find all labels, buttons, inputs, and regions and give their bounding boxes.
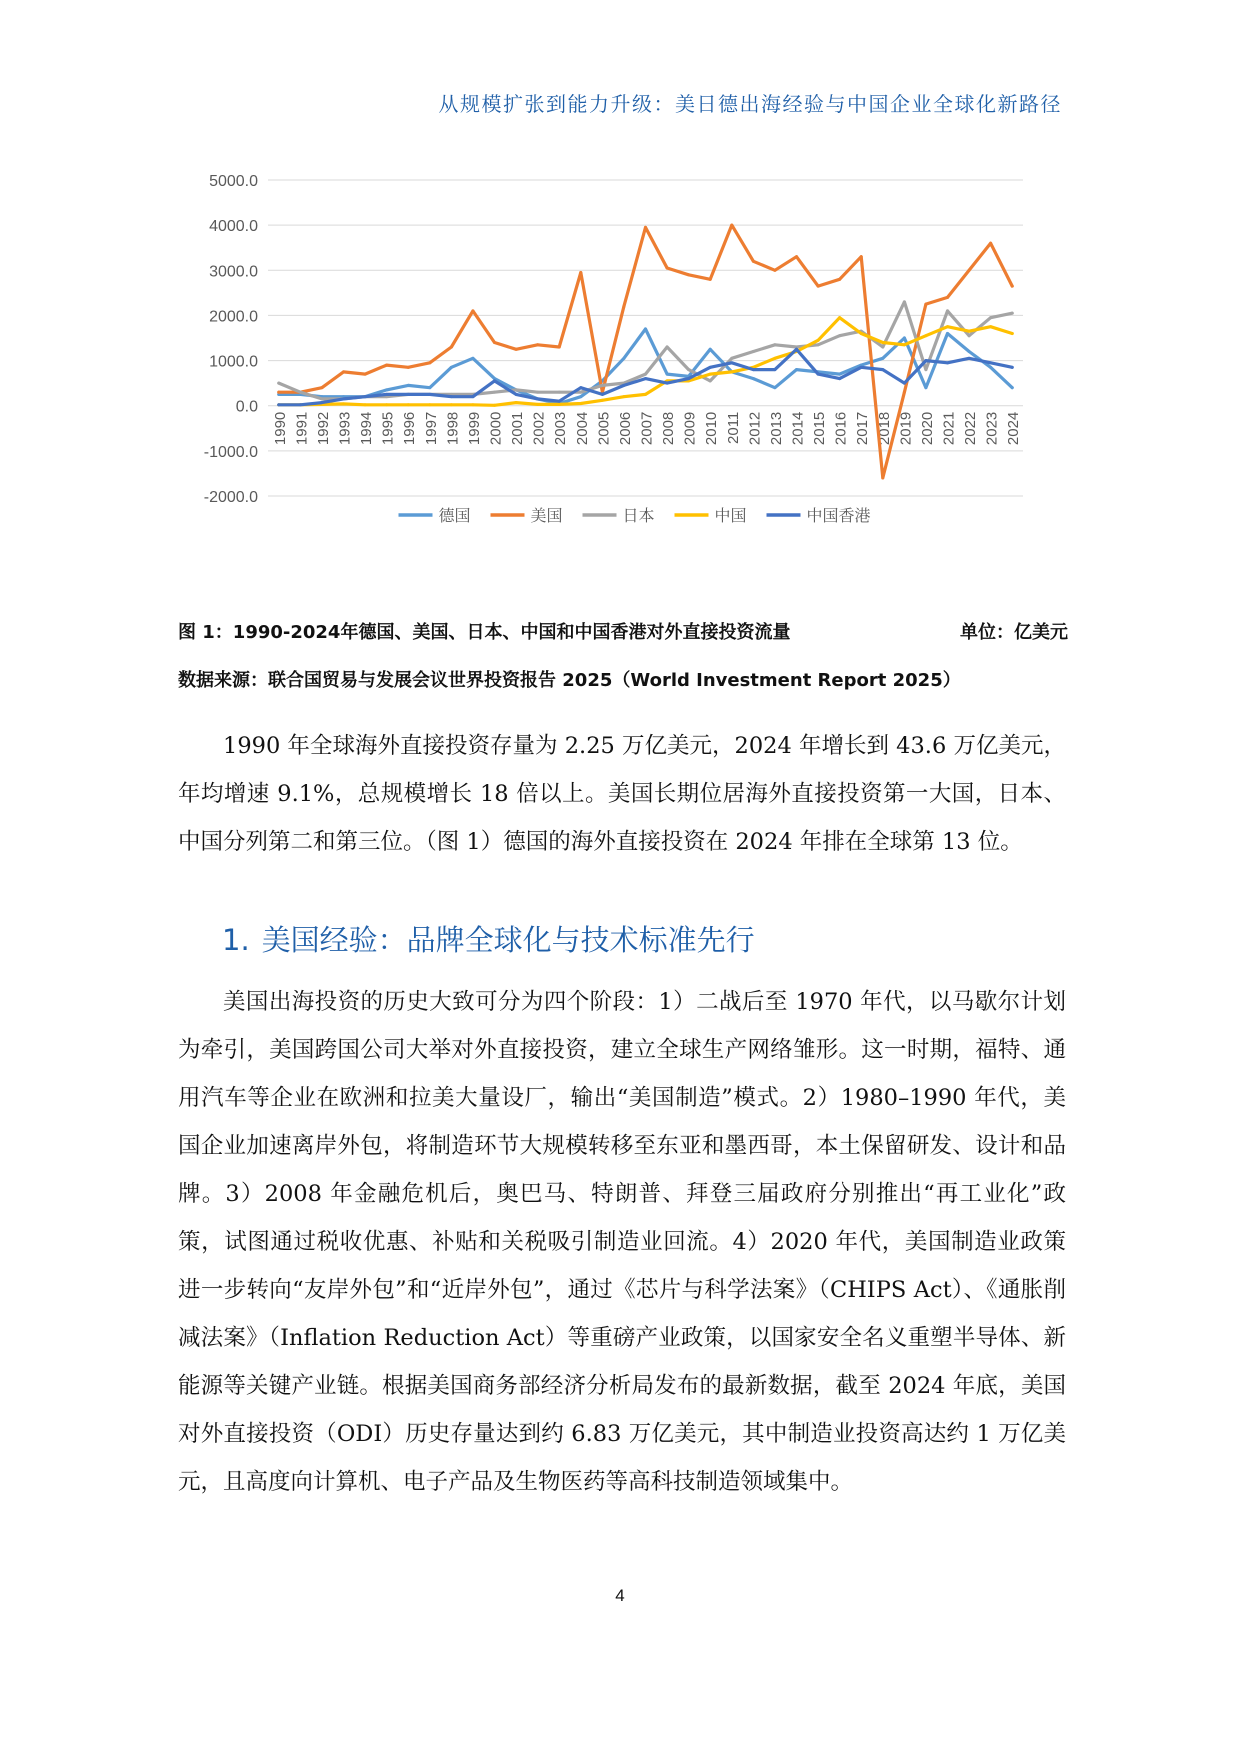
series-point [558, 391, 561, 394]
series-point [299, 403, 302, 406]
series-point [795, 368, 798, 371]
x-tick-label: 2017 [854, 411, 872, 446]
series-point [903, 391, 906, 394]
series-point [622, 357, 625, 360]
section-title-text: 美国经验：品牌全球化与技术标准先行 [261, 923, 755, 957]
series-point [860, 255, 863, 258]
series-point [471, 357, 474, 360]
series-point [773, 357, 776, 360]
series-point [644, 226, 647, 229]
x-tick-label: 2018 [875, 411, 893, 446]
x-tick-label: 1994 [358, 411, 376, 446]
y-tick-label: 1000.0 [209, 353, 258, 371]
series-point [622, 395, 625, 398]
legend-label: 中国香港 [806, 508, 871, 525]
x-tick-label: 2021 [940, 411, 958, 446]
series-point [989, 242, 992, 245]
series-point [838, 316, 841, 319]
series-point [773, 368, 776, 371]
series-point [881, 476, 884, 479]
series-point [709, 373, 712, 376]
x-tick-label: 2002 [530, 411, 548, 446]
series-point [773, 343, 776, 346]
x-tick-label: 2011 [724, 411, 742, 444]
figure-caption-title: 图 1：1990-2024年德国、美国、日本、中国和中国香港对外直接投资流量 [178, 622, 791, 643]
series-point [493, 341, 496, 344]
series-point [687, 368, 690, 371]
series-point [450, 395, 453, 398]
series-point [407, 393, 410, 396]
series-point [364, 373, 367, 376]
series-point [428, 403, 431, 406]
paragraph-overview: 1990 年全球海外直接投资存量为 2.25 万亿美元，2024 年增长到 43.6 万亿美元，年均增速 9.1%，总规模增长 18 倍以上。美国长期位居海外直接投资第一大国，日本、中国分列第二和第三位。（图 1）德国的海外直接投资在 2024 年排在全球第 13 位。 [178, 733, 1066, 855]
x-tick-label: 2006 [616, 411, 634, 446]
series-point [407, 384, 410, 387]
series-point [881, 357, 884, 360]
series-point [428, 393, 431, 396]
series-point [903, 382, 906, 385]
series-point [730, 224, 733, 227]
section-number: 1. [222, 923, 250, 957]
series-point [924, 368, 927, 371]
series-point [968, 330, 971, 333]
section-heading [222, 918, 755, 959]
series-point [515, 388, 518, 391]
series-point [471, 395, 474, 398]
series-point [773, 386, 776, 389]
series-point [924, 359, 927, 362]
series-point [450, 346, 453, 349]
series-point [644, 373, 647, 376]
series-point [601, 399, 604, 402]
series-point [838, 377, 841, 380]
x-tick-label: 1996 [401, 411, 419, 446]
series-point [817, 285, 820, 288]
series-point [320, 386, 323, 389]
series-point [471, 403, 474, 406]
series-point [579, 386, 582, 389]
legend-label: 中国 [714, 508, 747, 525]
series-point [277, 391, 280, 394]
series-point [968, 269, 971, 272]
series-point [558, 403, 561, 406]
series-point [579, 391, 582, 394]
series-point [536, 343, 539, 346]
x-tick-label: 2010 [703, 411, 721, 446]
x-tick-label: 2013 [767, 411, 785, 446]
series-point [579, 271, 582, 274]
series-point [644, 327, 647, 330]
series-point [320, 397, 323, 400]
series-point [385, 364, 388, 367]
series-point [968, 334, 971, 337]
figure-caption-unit: 单位：亿美元 [960, 622, 1068, 643]
series-point [989, 316, 992, 319]
running-header: 从规模扩张到能力升级：美日德出海经验与中国企业全球化新路径 [438, 92, 1062, 116]
x-tick-label: 1990 [271, 411, 289, 446]
x-tick-label: 2014 [789, 411, 807, 446]
x-tick-label: 1997 [422, 411, 440, 446]
series-point [795, 348, 798, 351]
series-point [881, 346, 884, 349]
series-point [1011, 386, 1014, 389]
chart-svg [178, 158, 1048, 588]
series-point [946, 325, 949, 328]
x-tick-label: 1999 [465, 411, 483, 446]
x-tick-label: 1998 [444, 411, 462, 446]
series-point [299, 391, 302, 394]
x-tick-label: 2023 [983, 411, 1001, 446]
series-point [536, 391, 539, 394]
series-point [622, 305, 625, 308]
x-tick-label: 2008 [660, 411, 678, 446]
y-tick-label: 3000.0 [209, 263, 258, 281]
series-point [838, 278, 841, 281]
series-point [277, 382, 280, 385]
series-point [277, 403, 280, 406]
series-point [924, 334, 927, 337]
series-point [493, 404, 496, 407]
x-tick-label: 2001 [509, 411, 527, 446]
series-point [730, 370, 733, 373]
series-point [989, 325, 992, 328]
x-tick-label: 1991 [293, 411, 311, 446]
series-point [407, 403, 410, 406]
series-point [989, 366, 992, 369]
series-point [881, 341, 884, 344]
series-point [579, 395, 582, 398]
page-number: 4 [615, 1586, 625, 1605]
series-point [903, 337, 906, 340]
series-point [428, 361, 431, 364]
series-point [320, 401, 323, 404]
series-point [385, 388, 388, 391]
series-point [946, 332, 949, 335]
series-point [666, 346, 669, 349]
y-tick-label: -1000.0 [203, 443, 258, 461]
series-point [515, 393, 518, 396]
series-point [752, 377, 755, 380]
series-point [364, 395, 367, 398]
y-tick-label: -2000.0 [203, 489, 258, 506]
series-point [687, 273, 690, 276]
x-tick-label: 1995 [379, 411, 397, 446]
series-point [450, 403, 453, 406]
series-point [1011, 312, 1014, 315]
paragraph-us-history: 美国出海投资的历史大致可分为四个阶段：1）二战后至 1970 年代，以马歇尔计划为牵引，美国跨国公司大举对外直接投资，建立全球生产网络雏形。这一时期，福特、通用汽车等企业在欧洲和拉美大量设厂，输出“美国制造”模式。2）1980–1990 年代，美国企业加速离岸外包，将制造环节大规模转移至东亚和墨西哥，本土保留研发、设计和品牌。3）2008 年金融危机后，奥巴马、特朗普、拜登三届政府分别推出“再工业化”政策，试图通过税收优惠、补贴和关税吸引制造业回流。4）2020 年代，美国制造业政策进一步转向“友岸外包”和“近岸外包”，通过《芯片与科学法案》（CHIPS Act）、《通胀削减法案》（Inflation Reduction Act）等重磅产业政策，以国家安全名义重塑半导体、新能源等关键产业链。根据美国商务部经济分析局发布的最新数据，截至 2024 年底，美国对外直接投资（ODI）历史存量达到约 6.83 万亿美元，其中制造业投资高达约 1 万亿美元，且高度向计算机、电子产品及生物医药等高科技制造领域集中。 [178, 989, 1066, 1495]
series-point [558, 400, 561, 403]
series-point [450, 366, 453, 369]
series-point [817, 343, 820, 346]
legend-label: 德国 [438, 508, 471, 525]
series-point [385, 393, 388, 396]
series-point [817, 373, 820, 376]
series-point [342, 397, 345, 400]
series-point [644, 393, 647, 396]
legend-label: 日本 [622, 508, 655, 525]
x-tick-label: 2019 [897, 411, 915, 446]
x-tick-label: 2016 [832, 411, 850, 446]
x-tick-label: 2003 [552, 411, 570, 446]
x-tick-label: 2005 [595, 411, 613, 446]
series-point [903, 343, 906, 346]
series-point [989, 361, 992, 364]
x-tick-label: 2024 [1005, 411, 1023, 446]
series-point [622, 384, 625, 387]
y-tick-label: 0.0 [235, 398, 258, 416]
series-point [924, 303, 927, 306]
series-point [709, 278, 712, 281]
x-tick-label: 2012 [746, 411, 764, 446]
series-point [493, 391, 496, 394]
figure-caption [178, 618, 1068, 644]
series-point [1011, 332, 1014, 335]
series-point [946, 296, 949, 299]
x-tick-label: 2022 [962, 411, 980, 446]
x-tick-label: 1993 [336, 411, 354, 446]
series-point [860, 366, 863, 369]
series-point [730, 361, 733, 364]
x-tick-label: 2020 [918, 411, 936, 446]
series-point [709, 366, 712, 369]
series-point [924, 386, 927, 389]
series-point [1011, 285, 1014, 288]
series-point [773, 269, 776, 272]
series-point [709, 348, 712, 351]
series-point [536, 397, 539, 400]
series-point [407, 366, 410, 369]
series-point [428, 386, 431, 389]
y-tick-label: 4000.0 [209, 218, 258, 236]
figure-source: 数据来源：联合国贸易与发展会议世界投资报告 2025（World Investment Report 2025） [178, 670, 961, 691]
series-point [860, 332, 863, 335]
y-tick-label: 2000.0 [209, 308, 258, 326]
series-point [666, 382, 669, 385]
series-point [471, 309, 474, 312]
series-point [881, 368, 884, 371]
series-point [946, 309, 949, 312]
series-point [709, 379, 712, 382]
series-point [730, 357, 733, 360]
series-point [687, 377, 690, 380]
series-point [536, 403, 539, 406]
series-point [666, 373, 669, 376]
series-point [968, 350, 971, 353]
x-tick-label: 1992 [314, 411, 332, 446]
series-point [752, 350, 755, 353]
series-point [385, 403, 388, 406]
legend-label: 美国 [530, 508, 563, 525]
series-point [946, 361, 949, 364]
series-line-3 [279, 302, 1012, 399]
series-point [838, 373, 841, 376]
x-tick-label: 2000 [487, 411, 505, 446]
series-point [558, 346, 561, 349]
x-tick-label: 2009 [681, 411, 699, 446]
x-tick-label: 2007 [638, 411, 656, 446]
series-point [364, 403, 367, 406]
x-tick-label: 2004 [573, 411, 591, 446]
series-point [817, 339, 820, 342]
series-point [644, 377, 647, 380]
series-point [903, 300, 906, 303]
series-point [515, 401, 518, 404]
series-point [666, 267, 669, 270]
y-tick-label: 5000.0 [209, 173, 258, 190]
series-point [968, 357, 971, 360]
series-point [579, 402, 582, 405]
series-point [752, 368, 755, 371]
fdi-line-chart [178, 158, 1048, 588]
series-point [342, 402, 345, 405]
series-point [838, 334, 841, 337]
series-point [601, 393, 604, 396]
series-point [601, 384, 604, 387]
series-point [342, 370, 345, 373]
series-point [493, 379, 496, 382]
series-point [795, 255, 798, 258]
x-tick-label: 2015 [811, 411, 829, 446]
series-point [515, 348, 518, 351]
series-point [752, 260, 755, 263]
series-point [1011, 366, 1014, 369]
